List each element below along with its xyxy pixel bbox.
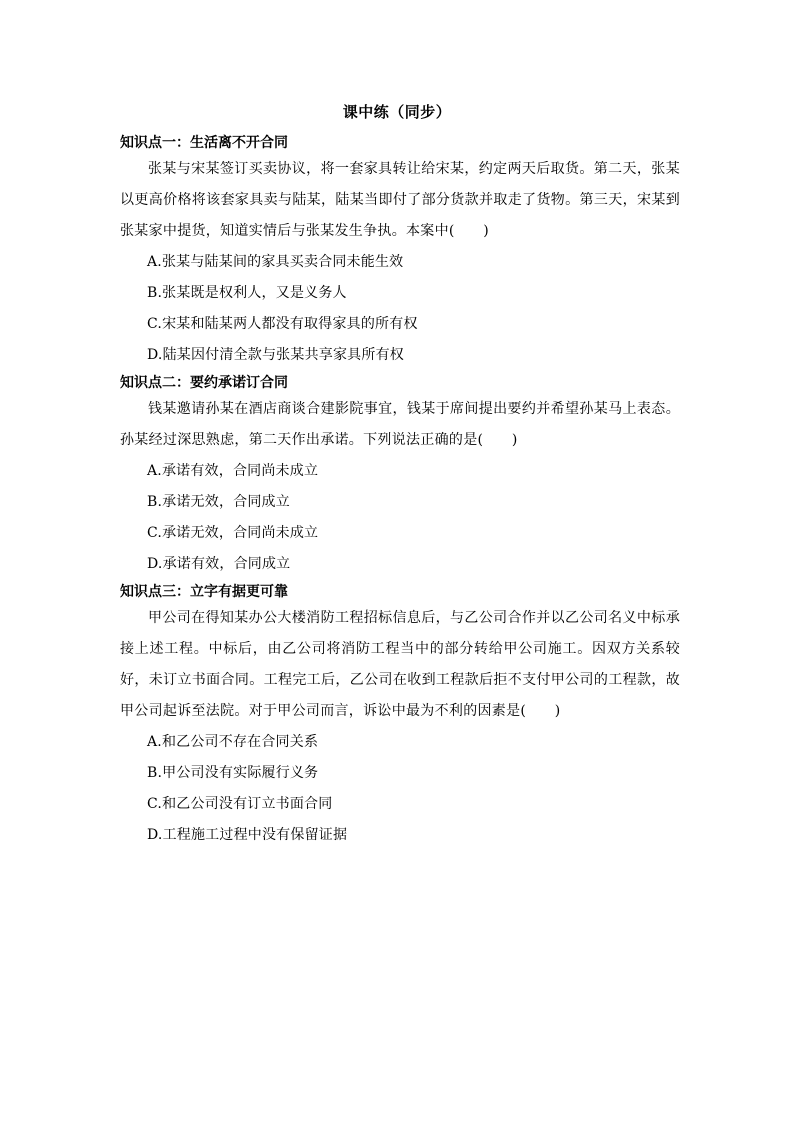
option-b: B.张某既是权利人，又是义务人: [147, 285, 347, 301]
option-list: [120, 456, 680, 580]
page-title: 课中练（同步）: [342, 103, 452, 121]
option-a: A.承诺有效，合同尚未成立: [147, 463, 319, 479]
question-stem: 钱某邀请孙某在酒店商谈合建影院事宜，钱某于席间提出要约并希望孙某马上表态。孙某经过深思熟虑，第二天作出承诺。下列说法正确的是( ): [120, 401, 680, 448]
option-d: D.陆某因付清全款与张某共享家具所有权: [147, 347, 404, 363]
option-c: C.宋某和陆某两人都没有取得家具的所有权: [147, 316, 418, 332]
section-heading: 知识点二：要约承诺订合同: [120, 375, 288, 391]
section-2: [120, 372, 680, 580]
section-heading: 知识点一：生活离不开合同: [120, 135, 288, 151]
option-a: A.和乙公司不存在合同关系: [147, 734, 319, 750]
section-3: [120, 581, 680, 851]
question-stem: 张某与宋某签订买卖协议，将一套家具转让给宋某，约定两天后取货。第二天，张某以更高价格将该套家具卖与陆某，陆某当即付了部分货款并取走了货物。第三天，宋某到张某家中提货，知道实情后与张某发生争执。本案中( ): [120, 161, 680, 239]
option-a: A.张某与陆某间的家具买卖合同未能生效: [147, 254, 404, 270]
option-list: [120, 727, 680, 851]
option-b: B.甲公司没有实际履行义务: [147, 765, 319, 781]
option-c: C.承诺无效，合同尚未成立: [147, 525, 319, 541]
option-d: D.承诺有效，合同成立: [147, 556, 291, 572]
option-b: B.承诺无效，合同成立: [147, 494, 290, 510]
option-d: D.工程施工过程中没有保留证据: [147, 827, 348, 843]
section-heading: 知识点三：立字有据更可靠: [120, 584, 288, 600]
document-body: [120, 132, 680, 851]
option-c: C.和乙公司没有订立书面合同: [147, 796, 333, 812]
option-list: [120, 247, 680, 371]
section-1: [120, 132, 680, 371]
question-stem: 甲公司在得知某办公大楼消防工程招标信息后，与乙公司合作并以乙公司名义中标承接上述工程。中标后，由乙公司将消防工程当中的部分转给甲公司施工。因双方关系较好，未订立书面合同。工程完工后，乙公司在收到工程款后拒不支付甲公司的工程款，故甲公司起诉至法院。对于甲公司而言，诉讼中最为不利的因素是( ): [120, 610, 680, 719]
